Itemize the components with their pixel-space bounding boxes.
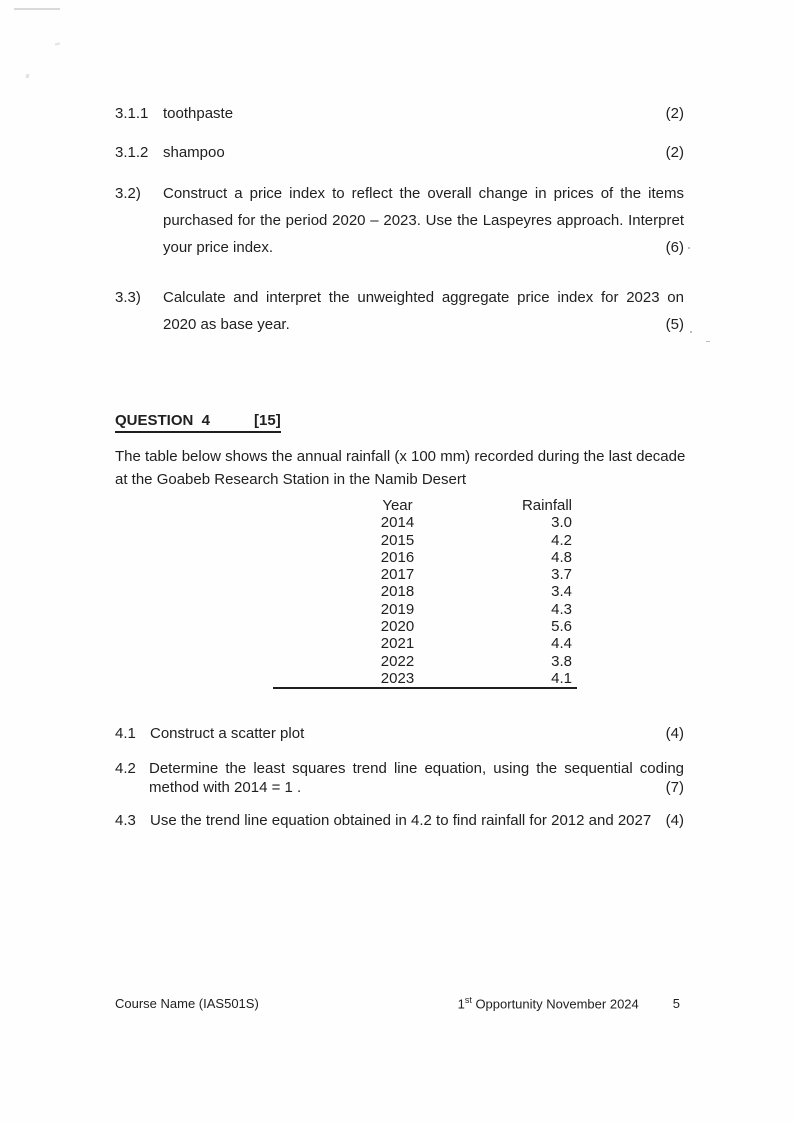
scan-artifact	[690, 331, 692, 333]
year-column-header: Year	[382, 497, 413, 514]
question-number: 3.1.2	[115, 144, 149, 161]
year-cell: 2015	[380, 531, 415, 549]
question-4-1	[115, 724, 684, 744]
year-cell: 2021	[380, 635, 415, 653]
marks-allocation: (4)	[665, 812, 684, 829]
rainfall-column-header: Rainfall	[521, 497, 572, 514]
question-3-3	[115, 284, 684, 338]
table-row	[273, 583, 577, 600]
rainfall-cell: 5.6	[551, 618, 572, 636]
rainfall-table	[273, 497, 577, 689]
marks-allocation: (2)	[665, 144, 684, 161]
heading-gap	[210, 412, 254, 429]
rainfall-cell: 4.1	[551, 669, 572, 687]
question-number: 4.3	[115, 812, 136, 829]
question-number: 4.1	[115, 725, 136, 742]
rainfall-cell: 4.2	[551, 531, 572, 549]
question-text: shampoo	[163, 144, 225, 161]
scan-artifact	[706, 341, 710, 342]
footer-opportunity: 1st Opportunity November 2024	[457, 995, 639, 1012]
table-row	[273, 653, 577, 670]
marks-allocation: (7)	[665, 779, 684, 796]
year-cell: 2016	[380, 548, 415, 566]
scan-artifact	[688, 247, 690, 249]
table-row	[273, 549, 577, 566]
marks-allocation: (4)	[665, 725, 684, 742]
question-3-2	[115, 180, 684, 261]
question-3-1-2	[115, 143, 684, 163]
marks-allocation: (6)	[665, 239, 684, 256]
year-cell: 2020	[380, 618, 415, 636]
table-row	[273, 514, 577, 531]
rainfall-cell: 3.4	[551, 583, 572, 601]
rainfall-table-body	[273, 514, 577, 688]
table-row	[273, 566, 577, 583]
question-number: 3.1.1	[115, 105, 149, 122]
ordinal-suffix: st	[464, 995, 472, 1005]
question-text: toothpaste	[163, 105, 234, 122]
question-text: Construct a price index to reflect the overall change in prices of the items purchased for the period 2020 – 2023. Use the Laspeyres approach. Interpret your price index.	[163, 185, 684, 256]
footer-course-name: Course Name (IAS501S)	[115, 996, 259, 1012]
year-cell: 2014	[380, 514, 415, 532]
table-header-row	[273, 497, 577, 514]
rainfall-cell: 3.7	[551, 566, 572, 584]
question-4-heading	[115, 412, 281, 433]
rainfall-cell: 4.8	[551, 548, 572, 566]
marks-allocation: (2)	[665, 105, 684, 122]
question-text: Use the trend line equation obtained in 4.2 to find rainfall for 2012 and 2027	[150, 812, 652, 829]
year-cell: 2019	[380, 600, 415, 618]
rainfall-cell: 3.8	[551, 652, 572, 670]
marks-allocation: (5)	[665, 316, 684, 333]
table-row	[273, 635, 577, 652]
scan-artifact	[55, 42, 60, 45]
table-row	[273, 670, 577, 688]
rainfall-cell: 4.4	[551, 635, 572, 653]
scan-artifact	[25, 74, 29, 79]
rainfall-cell: 4.3	[551, 600, 572, 618]
year-cell: 2023	[380, 669, 415, 687]
question-number: 3.3)	[115, 289, 141, 306]
question-text: Determine the least squares trend line equation, using the sequential coding method with 2014 = 1 .	[149, 760, 684, 796]
page-number: 5	[672, 996, 680, 1012]
question-text: Construct a scatter plot	[150, 725, 305, 742]
heading-title: QUESTION 4	[115, 412, 211, 429]
year-cell: 2018	[380, 583, 415, 601]
scan-artifact	[14, 8, 60, 10]
question-number: 4.2	[115, 760, 136, 777]
year-cell: 2022	[380, 652, 415, 670]
question-4-intro: The table below shows the annual rainfall (x 100 mm) recorded during the last decade at the Goabeb Research Station in the Namib Desert	[115, 448, 686, 488]
table-row	[273, 532, 577, 549]
year-cell: 2017	[380, 566, 415, 584]
question-4-2	[115, 759, 684, 797]
rainfall-cell: 3.0	[551, 514, 572, 532]
question-number: 3.2)	[115, 185, 141, 202]
table-row	[273, 618, 577, 635]
page-footer	[115, 995, 684, 1011]
question-4-3	[115, 811, 684, 831]
question-3-1-1	[115, 104, 684, 124]
question-text: Calculate and interpret the unweighted aggregate price index for 2023 on 2020 as base year.	[163, 289, 684, 333]
table-row	[273, 601, 577, 618]
heading-marks: [15]	[254, 412, 281, 429]
